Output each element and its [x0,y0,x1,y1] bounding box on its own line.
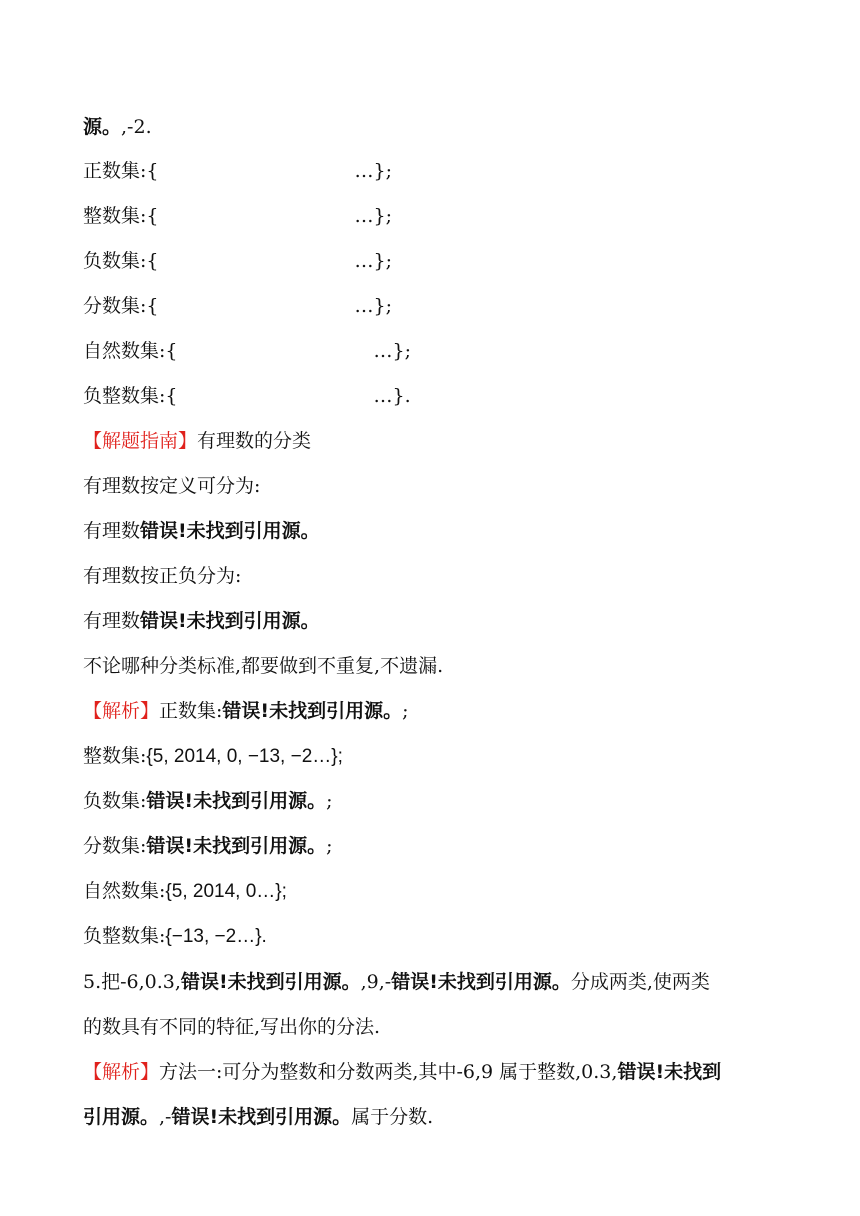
set-label: 整数集:{ [83,205,159,227]
blank-set-negative-integer [83,383,411,409]
error-ref: 错误!未找到引用源。 [146,790,327,812]
blank-set-positive [83,158,392,184]
error-ref: 错误!未找到引用源。 [171,1106,352,1128]
error-ref: 错误!未找到引用源。 [222,700,403,722]
blank-set-integer [83,203,392,229]
set-values: {5, 2014, 0, −13, −2…}; [146,746,343,767]
analysis-text: 属于分数. [351,1106,434,1128]
error-ref: 错误!未找到引用源。 [140,520,320,542]
analysis-method-line-2 [83,1104,433,1130]
blank-set-negative [83,248,392,274]
question-5-line-2: 的数具有不同的特征,写出你的分法. [83,1016,381,1038]
answer-integer [83,743,343,770]
error-ref: 错误!未找到引用源。 [180,971,361,993]
set-end: ; [402,700,409,722]
set-end: …}; [354,295,392,317]
error-ref: 错误!未找到引用源。 [146,835,327,857]
analysis-method-line-1 [83,1059,721,1085]
set-end: …}; [354,160,392,182]
prefix-text: 有理数 [83,520,141,542]
answer-negative-integer [83,923,267,950]
answer-negative [83,788,332,814]
note-text: 不论哪种分类标准,都要做到不重复,不遗漏. [83,655,444,677]
set-label: 自然数集:{ [83,340,178,362]
analysis-tag: 【解析】 [83,1061,160,1083]
error-ref: 错误!未找到引用源。 [140,610,320,632]
set-label: 分数集: [83,835,147,857]
analysis-positive [83,698,409,724]
value-text: ,-2. [121,116,152,138]
set-label: 负数集: [83,790,147,812]
set-end: ; [326,790,333,812]
answer-natural [83,878,287,905]
set-end: …}; [373,340,411,362]
guide-tag: 【解题指南】 [83,430,198,452]
question-5-line-1 [83,969,710,995]
question-text: ,9,- [360,971,392,993]
prefix-text: 有理数 [83,610,141,632]
set-label: 整数集: [83,745,147,767]
guide-text: 有理数的分类 [197,430,312,452]
set-label: 负整数集: [83,925,166,947]
set-values: {−13, −2…}. [165,926,267,947]
set-label: 自然数集: [83,880,166,902]
analysis-text: ,- [159,1106,172,1128]
set-label: 正数集: [159,700,223,722]
definition-intro: 有理数按定义可分为: [83,475,261,497]
definition-line [83,518,320,544]
blank-set-natural [83,338,411,364]
analysis-tag: 【解析】 [83,700,160,722]
error-ref: 错误!未找到引用源。 [391,971,571,993]
set-end: …}. [373,385,411,407]
error-ref-fragment: 源。 [83,116,122,138]
set-label: 负整数集:{ [83,385,178,407]
analysis-text: 方法一:可分为整数和分数两类,其中-6,9 属于整数,0.3, [159,1061,618,1083]
set-values: {5, 2014, 0…}; [165,881,287,902]
question-text: 5.把-6,0.3, [83,971,181,993]
set-end: …}; [354,205,392,227]
answer-fraction [83,833,332,859]
blank-set-fraction [83,293,392,319]
sign-intro: 有理数按正负分为: [83,565,242,587]
set-label: 负数集:{ [83,250,159,272]
set-label: 分数集:{ [83,295,159,317]
error-ref: 错误!未找到 [617,1061,722,1083]
line-fragment [83,114,152,140]
set-end: ; [326,835,333,857]
sign-line [83,608,320,634]
set-label: 正数集:{ [83,160,159,182]
guide-heading [83,428,311,454]
question-text: 分成两类,使两类 [570,971,710,993]
set-end: …}; [354,250,392,272]
error-ref: 引用源。 [83,1106,160,1128]
